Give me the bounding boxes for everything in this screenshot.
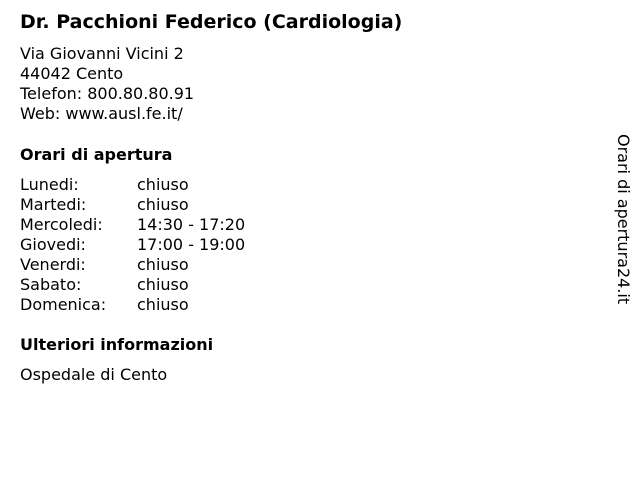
day-label: Venerdi: [20,255,86,274]
website-link[interactable]: Web: www.ausl.fe.it/ [20,104,183,123]
hours-row-saturday [20,275,245,295]
time-value: chiuso [137,175,189,194]
hours-row-sunday [20,295,245,315]
site-watermark: Orari di apertura24.it [614,134,633,305]
time-value: 14:30 - 17:20 [137,215,246,234]
day-label: Sabato: [20,275,82,294]
time-value: chiuso [137,255,189,274]
city-address: 44042 Cento [20,64,124,83]
opening-hours-table [20,175,245,315]
day-label: Mercoledi: [20,215,103,234]
time-value: chiuso [137,195,189,214]
phone-number: Telefon: 800.80.80.91 [20,84,195,103]
street-address: Via Giovanni Vicini 2 [20,44,184,63]
hours-row-friday [20,255,245,275]
further-info-heading: Ulteriori informazioni [20,335,214,354]
hours-row-monday [20,175,245,195]
day-label: Lunedi: [20,175,79,194]
page-title: Dr. Pacchioni Federico (Cardiologia) [20,11,403,33]
day-label: Domenica: [20,295,107,314]
address-block [20,44,194,124]
hours-row-tuesday [20,195,245,215]
time-value: 17:00 - 19:00 [137,235,246,254]
time-value: chiuso [137,295,189,314]
hours-row-wednesday [20,215,245,235]
hours-row-thursday [20,235,245,255]
further-info-text: Ospedale di Cento [20,365,168,384]
day-label: Giovedi: [20,235,86,254]
day-label: Martedi: [20,195,87,214]
opening-hours-heading: Orari di apertura [20,145,173,164]
time-value: chiuso [137,275,189,294]
